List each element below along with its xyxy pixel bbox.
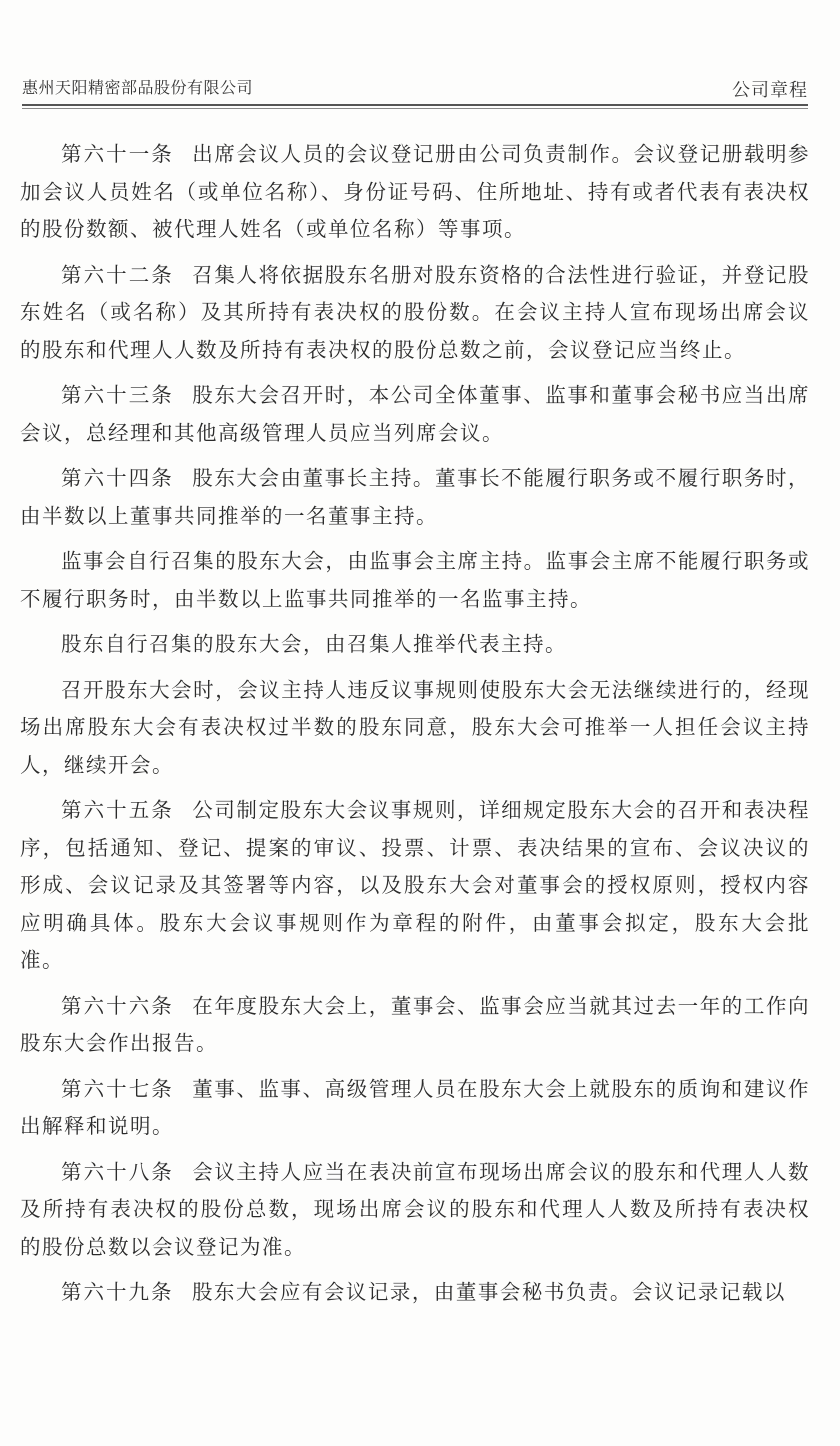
article-number: 第六十八条 bbox=[61, 1159, 174, 1184]
article-67 bbox=[20, 1071, 810, 1146]
article-65 bbox=[20, 792, 810, 980]
article-text: 出席会议人员的会议登记册由公司负责制作。会议登记册载明参加会议人员姓名（或单位名称）、身份证号码、住所地址、持有或者代表有表决权的股份数额、被代理人姓名（或单位名称）等事项。 bbox=[20, 142, 811, 241]
article-text: 股东大会召开时，本公司全体董事、监事和董事会秘书应当出席会议，总经理和其他高级管理人员应当列席会议。 bbox=[20, 383, 811, 445]
article-number: 第六十四条 bbox=[61, 466, 174, 490]
article-61 bbox=[20, 136, 810, 249]
article-64 bbox=[20, 460, 810, 535]
paragraph-text: 监事会自行召集的股东大会，由监事会主席主持。监事会主席不能履行职务或不履行职务时，由半数以上监事共同推举的一名监事主持。 bbox=[20, 549, 810, 611]
article-69 bbox=[20, 1274, 810, 1312]
article-text: 召集人将依据股东名册对股东资格的合法性进行验证，并登记股东姓名（或名称）及其所持有表决权的股份数。在会议主持人宣布现场出席会议的股东和代理人人数及所持有表决权的股份总数之前，会议登记应当终止。 bbox=[20, 262, 811, 362]
paragraph-text: 召开股东大会时，会议主持人违反议事规则使股东大会无法继续进行的，经现场出席股东大会有表决权过半数的股东同意，股东大会可推举一人担任会议主持人，继续开会。 bbox=[20, 677, 810, 777]
paragraph-text: 股东自行召集的股东大会，由召集人推举代表主持。 bbox=[61, 632, 567, 656]
article-number: 第六十九条 bbox=[61, 1280, 174, 1304]
article-text: 公司制定股东大会议事规则，详细规定股东大会的召开和表决程序，包括通知、登记、提案的审议、投票、计票、表决结果的宣布、会议决议的形成、会议记录及其签署等内容，以及股东大会对董事会的授权原则，授权内容应明确具体。股东大会议事规则作为章程的附件，由董事会拟定，股东大会批准。 bbox=[20, 798, 811, 972]
article-68 bbox=[20, 1154, 810, 1267]
header-rule-thin bbox=[22, 108, 808, 109]
article-text: 在年度股东大会上，董事会、监事会应当就其过去一年的工作向股东大会作出报告。 bbox=[20, 993, 811, 1055]
article-text: 股东大会应有会议记录，由董事会秘书负责。会议记录记载以 bbox=[191, 1280, 786, 1304]
article-64-para-3 bbox=[20, 626, 810, 664]
company-name: 惠州天阳精密部品股份有限公司 bbox=[22, 78, 254, 97]
document-body bbox=[20, 136, 810, 1320]
document-title: 公司章程 bbox=[732, 80, 808, 101]
header-rule bbox=[22, 104, 808, 106]
article-number: 第六十七条 bbox=[61, 1076, 174, 1101]
article-64-para-2 bbox=[20, 543, 810, 618]
article-number: 第六十三条 bbox=[61, 383, 174, 407]
article-63 bbox=[20, 377, 810, 452]
article-64-para-4 bbox=[20, 672, 810, 785]
article-text: 董事、监事、高级管理人员在股东大会上就股东的质询和建议作出解释和说明。 bbox=[20, 1076, 811, 1138]
article-number: 第六十一条 bbox=[61, 142, 174, 166]
page-header bbox=[22, 76, 808, 106]
article-62 bbox=[20, 257, 810, 370]
article-text: 会议主持人应当在表决前宣布现场出席会议的股东和代理人人数及所持有表决权的股份总数，现场出席会议的股东和代理人人数及所持有表决权的股份总数以会议登记为准。 bbox=[20, 1159, 811, 1259]
article-66 bbox=[20, 988, 810, 1063]
article-number: 第六十六条 bbox=[61, 993, 174, 1018]
article-number: 第六十二条 bbox=[61, 262, 174, 287]
article-number: 第六十五条 bbox=[61, 798, 174, 822]
article-text: 股东大会由董事长主持。董事长不能履行职务或不履行职务时，由半数以上董事共同推举的一名董事主持。 bbox=[20, 466, 811, 528]
